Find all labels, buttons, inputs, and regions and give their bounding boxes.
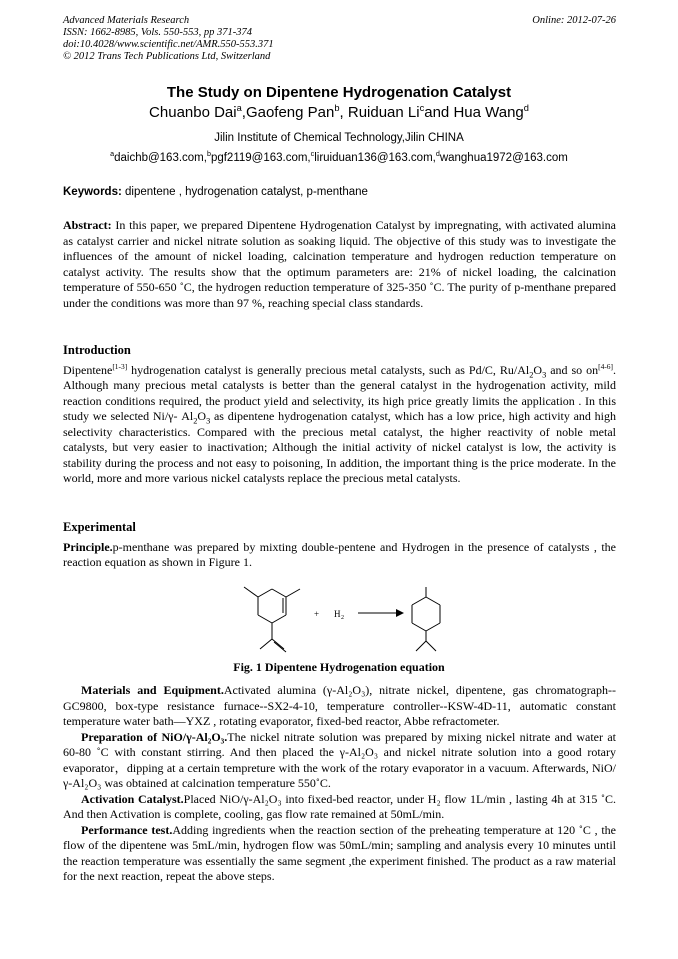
text-run: hydrogenation catalyst is generally precious metal catalysts, such as Pd/C, Ru/Al — [127, 362, 530, 377]
performance-paragraph — [63, 823, 616, 885]
author-name: ,Gaofeng Pan — [241, 104, 335, 121]
bond — [260, 639, 272, 649]
keywords — [63, 186, 616, 198]
plus-sign: + — [314, 609, 320, 619]
bond — [286, 589, 300, 597]
text-run: and so on — [546, 362, 599, 377]
materials-paragraph — [63, 683, 616, 730]
bond — [258, 615, 272, 623]
activation-label: Activation Catalyst. — [81, 791, 184, 806]
introduction-section — [63, 343, 616, 487]
email-list — [0, 152, 678, 164]
author-affil-mark: a — [236, 103, 242, 113]
introduction-text — [63, 363, 616, 487]
author-affil-mark: c — [419, 103, 425, 113]
online-date: Online: 2012-07-26 — [532, 15, 616, 26]
author-name: and Hua Wang — [424, 104, 524, 121]
text-run: as dipentene hydrogenation catalyst, which has a low price, high activity and high selectivity characteristics. Compared with the precious metal catalyst, the higher reactivity of noble metal catalysts, but very easier to inactivation; Although the initial activity of nickel catalyst is low, the activity is stability during the process and not easy to poisoning, In addition, the important thing is the price moderate. In the world, more and more various nickel catalysts replace the precious metal catalysts. — [63, 409, 616, 485]
author-list — [0, 104, 678, 121]
hydrogen-label: H — [334, 609, 341, 619]
author-affil-mark: d — [523, 103, 529, 113]
dipentene-structure — [244, 587, 300, 652]
materials-text: Activated alumina (γ-Al₂O₃), nitrate nickel, dipentene, gas chromatograph--GC9800, box-type resistance furnace--SX2-4-10, temperature controller--KSW-4D-11, automatic constant temperature water bath—YXZ , rotating evaporator, fixed-bed reactor, Abbe refractometer. — [63, 683, 617, 728]
journal-header — [63, 15, 616, 63]
affiliation: Jilin Institute of Chemical Technology,Jilin CHINA — [214, 132, 464, 144]
arrow-head-icon — [396, 609, 404, 617]
text-run: . Although many precious metal catalysts is better than the general catalyst in the hydrogenation activity, mild reaction conditions required, the product yield and selectivity, its high price greatly limits the application . In this study we selected Ni/γ- Al — [63, 362, 616, 423]
email-mark: b — [206, 150, 211, 159]
bond — [426, 597, 440, 605]
author-affil-mark: b — [334, 103, 340, 113]
performance-label: Performance test. — [81, 822, 173, 837]
keywords-label: Keywords: — [63, 186, 122, 198]
figure-caption: Fig. 1 Dipentene Hydrogenation equation — [233, 660, 445, 674]
bond — [244, 587, 258, 597]
bond — [412, 623, 426, 631]
principle-paragraph — [63, 540, 616, 571]
introduction-heading: Introduction — [63, 343, 131, 357]
subscript: 3 — [206, 416, 211, 426]
bond — [272, 639, 284, 649]
email-mark: d — [435, 150, 440, 159]
keywords-text: dipentene , hydrogenation catalyst, p-menthane — [121, 186, 368, 198]
email: wanghua1972@163.com — [439, 152, 568, 164]
bond — [272, 589, 286, 597]
preparation-paragraph — [63, 730, 616, 792]
email-mark: a — [110, 150, 115, 159]
email-mark: c — [310, 150, 315, 159]
hydrogen-subscript: 2 — [341, 615, 344, 621]
bond — [416, 641, 426, 651]
performance-text: Adding ingredients when the reaction section of the preheating temperature at 120 ˚C , the flow of the dipentene was 5mL/min, hydrogen flow was 50mL/min; sampling and analysis every 10 minutes until the reaction temperature was essentially the same segment ,the experiment finished. The product as a raw material for the next reaction, repeat the above steps. — [63, 822, 616, 883]
activation-paragraph — [63, 792, 616, 823]
double-bond — [274, 642, 286, 652]
reaction-equation-figure — [230, 585, 460, 655]
experimental-section — [63, 520, 616, 571]
subscript: 3 — [542, 369, 547, 379]
bond — [272, 615, 286, 623]
doi-line: doi:10.4028/www.scientific.net/AMR.550-553.371 — [63, 39, 274, 50]
materials-label: Materials and Equipment. — [81, 683, 224, 697]
author-name: Chuanbo Dai — [149, 104, 237, 121]
text-run: O — [533, 362, 543, 377]
paper-title: The Study on Dipentene Hydrogenation Catalyst — [166, 84, 512, 101]
preparation-text: The nickel nitrate solution was prepared by mixing nickel nitrate and water at 60-80 ˚C with constant stirring. And then placed the γ-Al₂O₃ and nickel nitrate solution into a good rotary evaporator，dipping at a certain tempreture with the work of the rotary evaporator in a vacuum. Afterwards, NiO/γ-Al₂O₃ was obtained at calcination temperature 550˚C. — [63, 729, 616, 790]
preparation-label: Preparation of NiO/γ-Al₂O₃. — [81, 729, 228, 744]
text-run: Dipentene — [63, 362, 113, 377]
citation: [4-6] — [598, 361, 613, 371]
abstract-text: In this paper, we prepared Dipentene Hydrogenation Catalyst by impregnating, with activated alumina as catalyst carrier and nickel nitrate solution as soaking liquid. The objective of this study was to investigate the influences of the amount of nickel loading, calcination temperature and hydrogen reduction temperature on catalyst activity. The results show that the optimum parameters are: 21% of nickel loading, the calcination temperature of 550-650 ˚C, the hydrogen reduction temperature of 325-350 ˚C. The purity of p-menthane prepared under the conditions was more than 97 %, reaching special class standards. — [63, 218, 616, 310]
journal-name: Advanced Materials Research — [63, 15, 190, 26]
author-name: , Ruiduan Li — [339, 104, 420, 121]
email: liruiduan136@163.com, — [314, 152, 436, 164]
bond — [426, 641, 436, 651]
activation-text: Placed NiO/γ-Al₂O₃ into fixed-bed reactor, under H₂ flow 1L/min , lasting 4h at 315 ˚C. And then Activation is complete, cooling, gas flow rate remained at 50mL/min. — [63, 791, 616, 821]
principle-text: p-menthane was prepared by mixting double-pentene and Hydrogen in the presence of catalysts , the reaction equation as shown in Figure 1. — [63, 539, 616, 569]
email: pgf2119@163.com, — [210, 152, 311, 164]
abstract — [63, 218, 616, 311]
experimental-heading: Experimental — [63, 520, 136, 534]
p-menthane-structure — [412, 587, 440, 651]
subscript: 2 — [193, 416, 198, 426]
bond — [426, 623, 440, 631]
abstract-label: Abstract: — [63, 218, 112, 232]
principle-label: Principle. — [63, 539, 113, 554]
issn-line: ISSN: 1662-8985, Vols. 550-553, pp 371-374 — [63, 27, 252, 38]
text-run: O — [197, 409, 207, 423]
citation: [1-3] — [112, 361, 128, 371]
copyright-line: © 2012 Trans Tech Publications Ltd, Switzerland — [63, 51, 271, 62]
bond — [412, 597, 426, 605]
email: daichb@163.com, — [114, 152, 207, 164]
bond — [258, 589, 272, 597]
subscript: 2 — [529, 369, 534, 379]
methods-section — [63, 683, 616, 885]
